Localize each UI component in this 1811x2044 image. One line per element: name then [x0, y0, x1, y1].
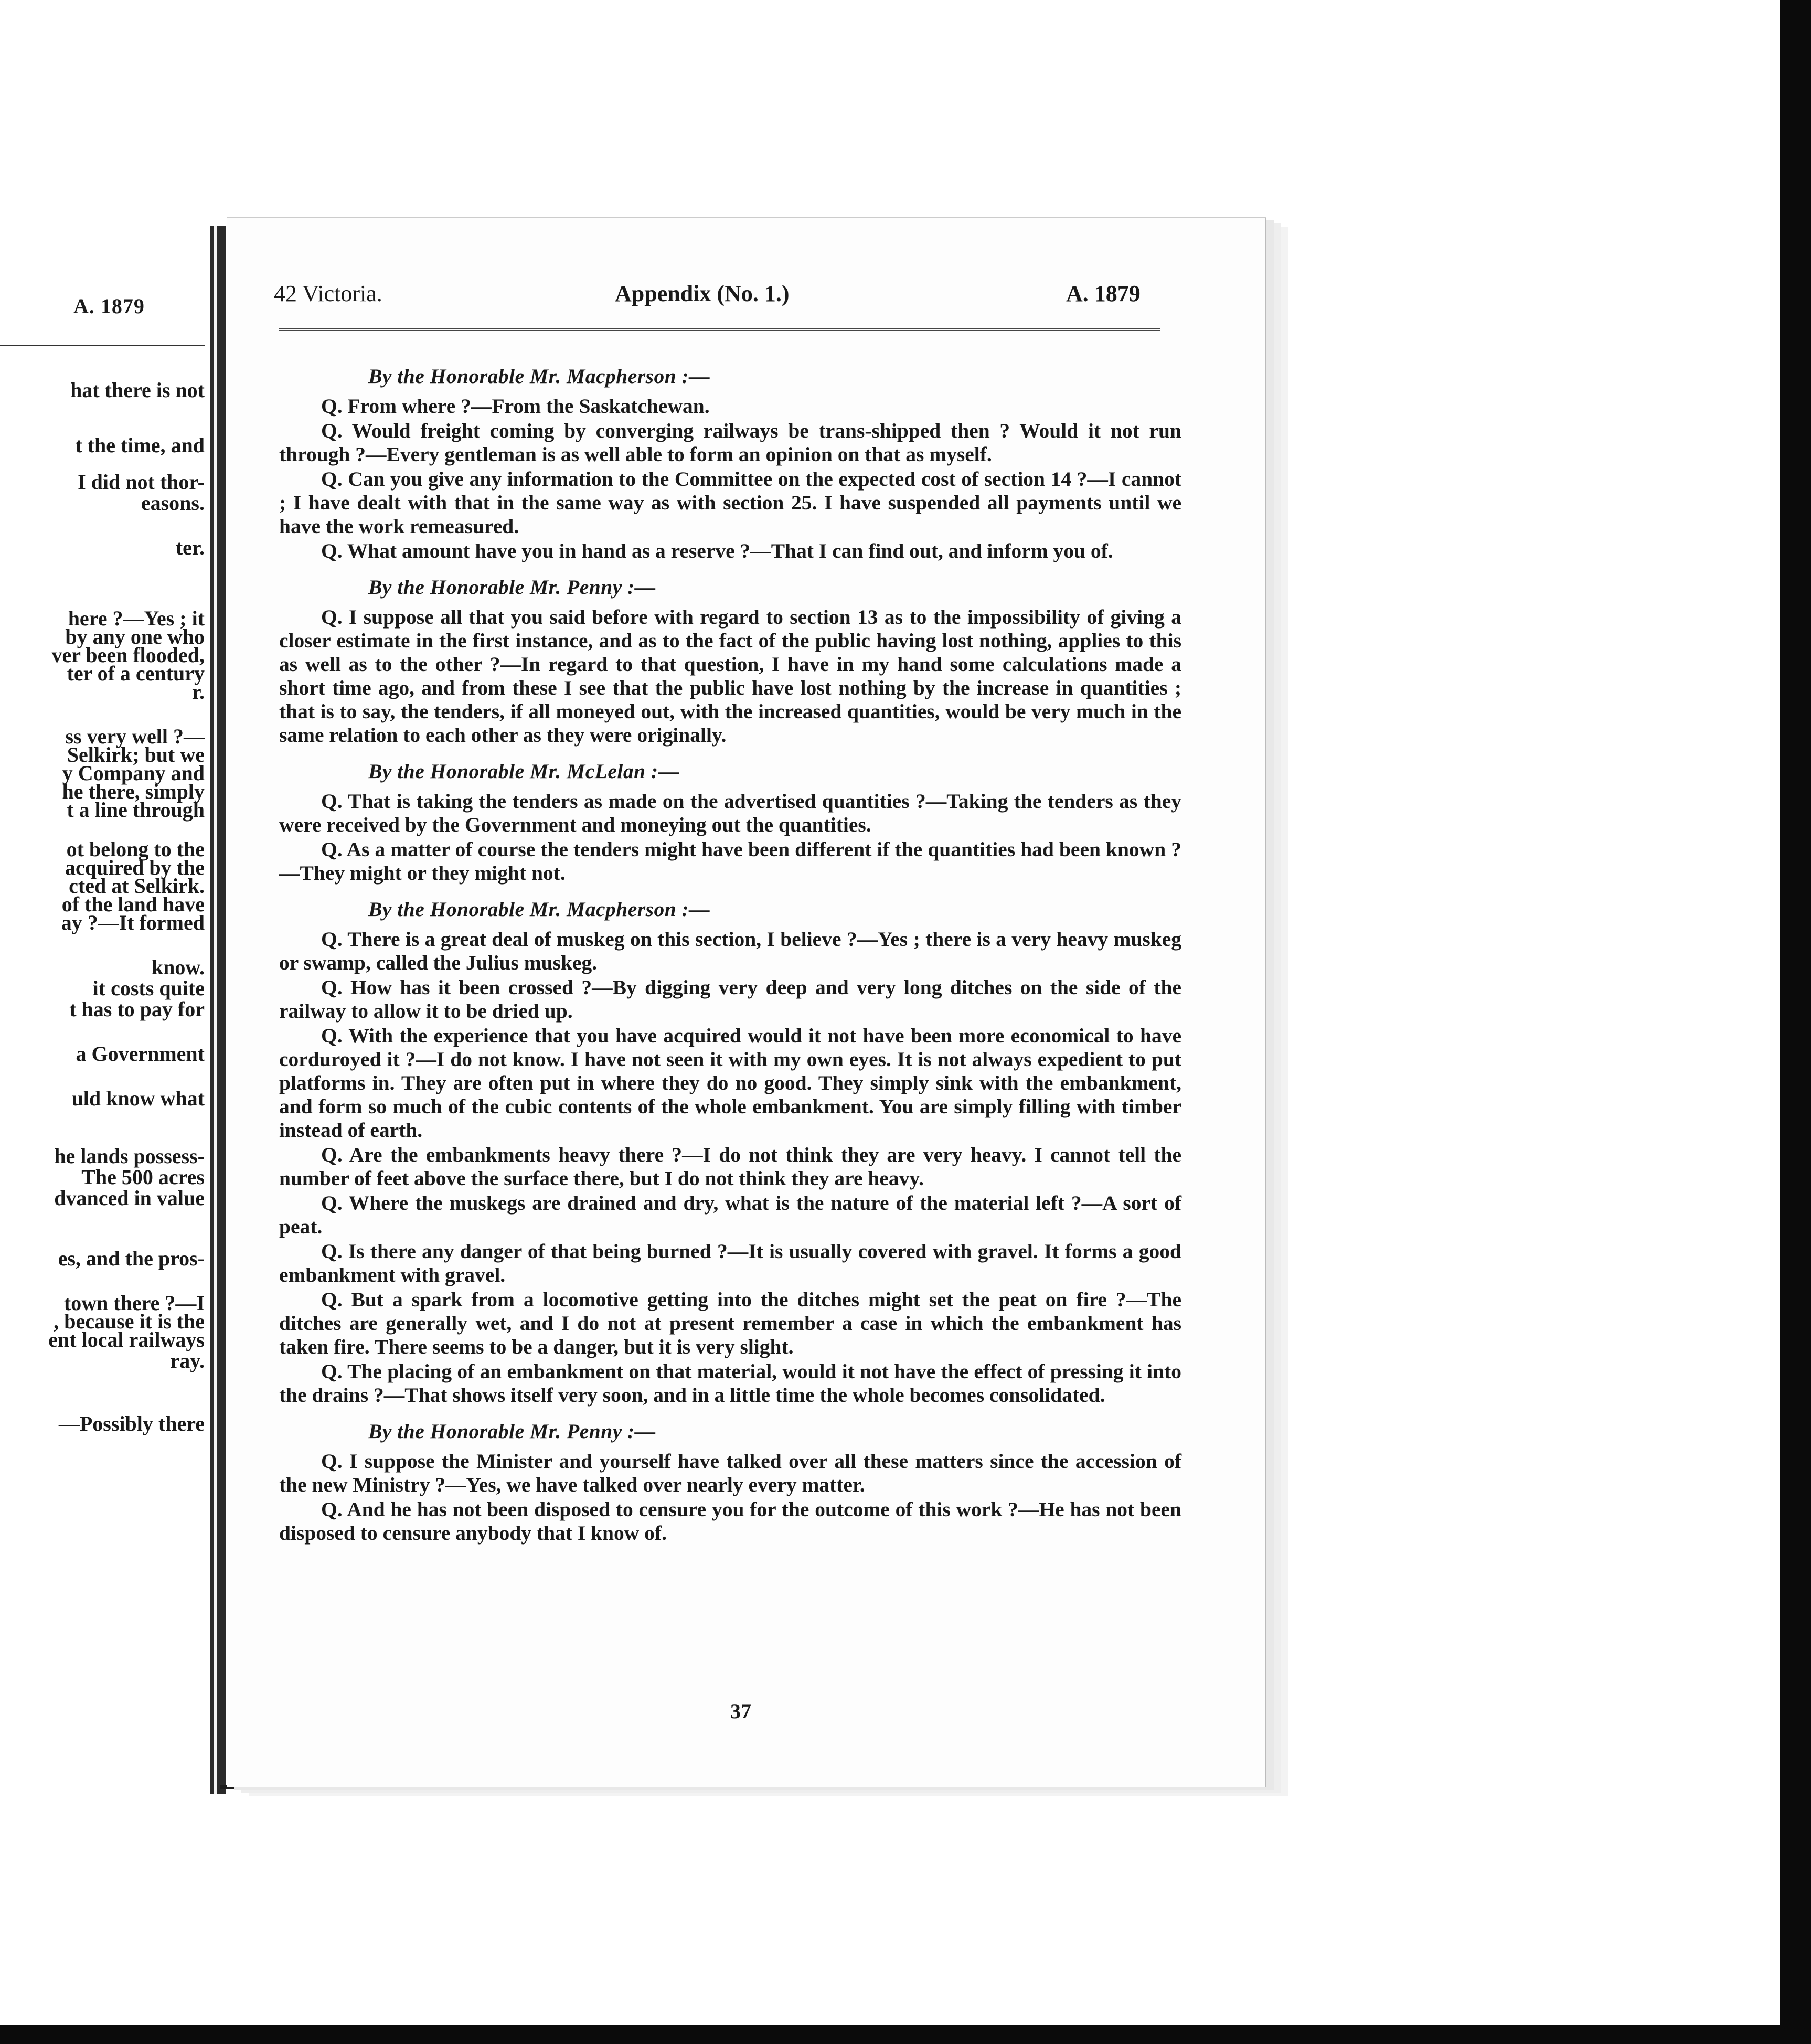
previous-page-line: hat there is not [70, 378, 205, 402]
examiner-heading: By the Honorable Mr. Macpherson :— [368, 898, 710, 921]
document-page [227, 217, 1266, 1787]
previous-page-line: he lands possess- [54, 1144, 205, 1168]
previous-page-line: ent local railways [48, 1328, 205, 1351]
book-spine [210, 226, 226, 1794]
previous-page-line: ray. [170, 1349, 205, 1372]
scan-border-bottom [0, 2025, 1811, 2044]
question-answer-paragraph: Q. As a matter of course the tenders might have been different if the quantities had been known ?—They might or they might not. [279, 838, 1181, 885]
previous-page-line: es, and the pros- [58, 1247, 205, 1270]
question-answer-paragraph: Q. From where ?—From the Saskatchewan. [321, 395, 710, 418]
previous-page-line: dvanced in value [54, 1186, 205, 1210]
running-head-right: A. 1879 [1066, 281, 1141, 306]
testimony-body [279, 352, 1181, 1545]
question-answer-paragraph: Q. Are the embankments heavy there ?—I do not think they are very heavy. I cannot tell the number of feet above the surface there, but I do not think they are heavy. [279, 1143, 1181, 1190]
scan-border-right [1780, 0, 1811, 2044]
question-answer-paragraph: Q. Can you give any information to the Committee on the expected cost of section 14 ?—I cannot ; I have dealt with that in the same way as with section 25. I have suspended all payments until we have the work remeasured. [279, 467, 1181, 538]
previous-page-line: a Government [76, 1042, 205, 1066]
previous-page-line: ay ?—It formed [61, 911, 205, 934]
previous-page-header: A. 1879 [73, 294, 145, 318]
header-rule [279, 328, 1160, 331]
question-answer-paragraph: Q. Is there any danger of that being burned ?—It is usually covered with gravel. It forms a good embankment with gravel. [279, 1240, 1181, 1286]
previous-page-line: town there ?—I [63, 1291, 205, 1315]
examiner-heading: By the Honorable Mr. Penny :— [368, 1420, 656, 1443]
question-answer-paragraph: Q. Would freight coming by converging railways be trans-shipped then ? Would it not run through ?—Every gentleman is as well able to form an opinion on that as myself. [279, 419, 1181, 466]
previous-page-line: t has to pay for [69, 997, 205, 1021]
question-answer-paragraph: Q. But a spark from a locomotive getting into the ditches might set the peat on fire ?—The ditches are generally wet, and I do not at present remember a case in which the embankment has taken fire. There seems to be a danger, but it is very slight. [279, 1288, 1181, 1358]
previous-page-line: acquired by the [65, 856, 205, 879]
question-answer-paragraph: Q. With the experience that you have acquired would it not have been more economical to have corduroyed it ?—I do not know. I have not seen it with my own eyes. It is not always expedient to put platforms in. They are often put in where they do no good. They simply sink with the embankment, and form so much of the cubic contents of the whole embankment. You are simply filling with timber instead of earth. [279, 1024, 1181, 1142]
question-answer-paragraph: Q. What amount have you in hand as a reserve ?—That I can find out, and inform you of. [321, 539, 1113, 562]
previous-page-line: , because it is the [54, 1310, 205, 1333]
running-head-left: 42 Victoria. [274, 281, 382, 306]
previous-page-line: I did not thor- [78, 470, 205, 494]
previous-page-line: uld know what [71, 1087, 205, 1110]
question-answer-paragraph: Q. Where the muskegs are drained and dry, what is the nature of the material left ?—A sort of peat. [279, 1191, 1181, 1238]
previous-page-line: ver been flooded, [51, 643, 205, 667]
previous-page-line: t the time, and [75, 433, 205, 457]
question-answer-paragraph: Q. There is a great deal of muskeg on this section, I believe ?—Yes ; there is a very heavy muskeg or swamp, called the Julius muskeg. [279, 928, 1181, 974]
previous-page-fragment [0, 226, 210, 1800]
previous-page-line: ss very well ?— [65, 725, 205, 748]
examiner-heading: By the Honorable Mr. McLelan :— [368, 760, 679, 783]
question-answer-paragraph: Q. The placing of an embankment on that material, would it not have the effect of pressing it into the drains ?—That shows itself very soon, and in a little time the whole becomes consolidated. [279, 1360, 1181, 1407]
previous-page-line: t a line through [67, 798, 205, 822]
previous-page-line: Selkirk; but we [67, 743, 205, 766]
previous-page-line: know. [151, 955, 205, 979]
running-head-title: Appendix (No. 1.) [615, 281, 790, 306]
previous-page-line: here ?—Yes ; it [68, 606, 205, 630]
previous-page-line: The 500 acres [81, 1165, 205, 1189]
previous-page-line: —Possibly there [58, 1412, 205, 1435]
question-answer-paragraph: Q. And he has not been disposed to censure you for the outcome of this work ?—He has not been disposed to censure anybody that I know of. [279, 1498, 1181, 1545]
page-number: 37 [730, 1699, 751, 1723]
previous-page-line: ter. [175, 536, 205, 559]
question-answer-paragraph: Q. I suppose the Minister and yourself have talked over all these matters since the accession of the new Ministry ?—Yes, we have talked over nearly every matter. [279, 1450, 1181, 1496]
previous-page-line: r. [191, 680, 205, 704]
previous-page-line: easons. [141, 491, 205, 515]
question-answer-paragraph: Q. I suppose all that you said before with regard to section 13 as to the impossibility of giving a closer estimate in the first instance, and as to the fact of the public having lost nothing, applies to this as well as to the other ?—In regard to that question, I have in my hand some calculations made a short time ago, and from these I see that the public have lost nothing by the increase in quantities ; that is to say, the tenders, if all moneyed out, with the increased quantities, would be very much in the same relation to each other as they were originally. [279, 605, 1181, 747]
previous-page-line: y Company and [62, 761, 205, 785]
previous-page-line: cted at Selkirk. [69, 874, 205, 898]
previous-page-line: ter of a century [67, 662, 205, 685]
previous-page-line: of the land have [61, 892, 205, 916]
question-answer-paragraph: Q. How has it been crossed ?—By digging very deep and very long ditches on the side of the railway to allow it to be dried up. [279, 976, 1181, 1023]
examiner-heading: By the Honorable Mr. Macpherson :— [368, 365, 710, 388]
previous-page-line: it costs quite [92, 976, 205, 1000]
examiner-heading: By the Honorable Mr. Penny :— [368, 576, 656, 599]
previous-page-line: ot belong to the [66, 837, 205, 861]
previous-page-line: he there, simply [62, 780, 205, 803]
question-answer-paragraph: Q. That is taking the tenders as made on the advertised quantities ?—Taking the tenders as they were received by the Government and moneying out the quantities. [279, 790, 1181, 836]
previous-page-line: by any one who [65, 625, 205, 648]
previous-page-rule [0, 344, 205, 346]
